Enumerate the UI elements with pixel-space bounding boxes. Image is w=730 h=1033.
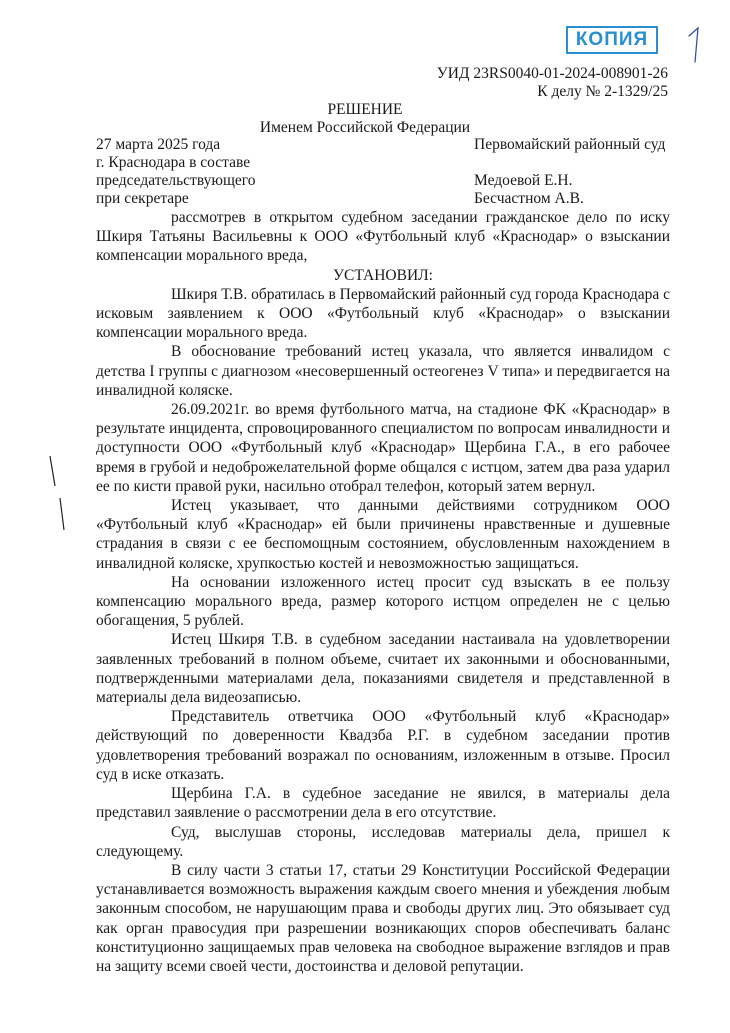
paragraph: Истец указывает, что данными действиями сотрудником ООО «Футбольный клуб «Краснодар» ей были причинены нравственные и душевные страдания в связи с ее беспомощным состоянием, обусловленным нахождением в инвалидной коляске, хрупкостью костей и невозможностью защищаться. (96, 497, 670, 572)
case-uid: УИД 23RS0040-01-2024-008901-26 (436, 65, 668, 82)
document-subtitle: Именем Российской Федерации (259, 119, 471, 136)
document-title: РЕШЕНИЕ (327, 101, 403, 118)
margin-mark-icon (48, 455, 58, 487)
paragraph: В силу части 3 статьи 17, статьи 29 Конституции Российской Федерации устанавливается возможность выражения каждым своего мнения и убеждения любым законным способом, не нарушающим права и свободы других лиц. Это обязывает суд как орган правосудия при разрешении возникающих споров обеспечивать баланс конституционно защищаемых прав человека на свободное выражение взглядов и прав на защиту всеми своей чести, достоинства и деловой репутации. (96, 861, 670, 975)
meta-court: Первомайский районный суд (474, 136, 666, 153)
paragraph: Представитель ответчика ООО «Футбольный клуб «Краснодар» действующий по доверенности Квадзба Р.Г. в судебном заседании против удовлетворения требований возражал по основаниям, изложенным в отзыве. Просил суд в иске отказать. (96, 708, 670, 783)
meta-presiding-label: председательствующего (96, 172, 256, 189)
paragraph: В обоснование требований истец указала, что является инвалидом с детства I группы с диагнозом «несовершенный остеогенез V типа» и передвигается на инвалидной коляске. (96, 343, 670, 399)
section-heading: УСТАНОВИЛ: (333, 266, 433, 284)
meta-secretary: Бесчастном А.В. (474, 190, 584, 207)
paragraph: На основании изложенного истец просит суд взыскать в ее пользу компенсацию морального вреда, размер которого истцом определен не с целью обогащения, 5 рублей. (96, 573, 670, 630)
paragraph: Шкиря Т.В. обратилась в Первомайский районный суд города Краснодара с исковым заявлением к ООО «Футбольный клуб «Краснодар» о взыскании компенсации морального вреда. (96, 285, 670, 342)
paragraph: Истец Шкиря Т.В. в судебном заседании настаивала на удовлетворении заявленных требований в полном объеме, считает их законными и обоснованными, подтвержденными материалами дела, показаниями свидетеля и представленной в материалы дела видеозаписью. (96, 631, 670, 707)
meta-date: 27 марта 2025 года (96, 136, 221, 153)
meta-city: г. Краснодара в составе (96, 154, 251, 171)
meta-judge: Медоевой Е.Н. (474, 172, 573, 189)
meta-secretary-label: при секретаре (96, 190, 189, 207)
intro-paragraph: рассмотрев в открытом судебном заседании гражданское дело по иску Шкиря Татьяны Васильевны к ООО «Футбольный клуб «Краснодар» о взыскании компенсации морального вреда, (96, 209, 670, 265)
document-body (96, 208, 670, 976)
handwritten-page-number-icon (686, 26, 706, 64)
paragraph: Щербина Г.А. в судебное заседание не явился, в материалы дела представил заявление о рассмотрении дела в его отсутствие. (96, 785, 670, 822)
paragraph: Суд, выслушав стороны, исследовав материалы дела, пришел к следующему. (96, 823, 670, 860)
copy-stamp: КОПИЯ (566, 26, 658, 54)
paragraph: 26.09.2021г. во время футбольного матча, на стадионе ФК «Краснодар» в результате инцидента, спровоцированного специалистом по вопросам инвалидности и доступности ООО «Футбольный клуб «Краснодар» Щербина Г.А., в его рабочее время в грубой и недоброжелательной форме общался с истцом, затем два раза ударил ее по кисти правой руки, насильно отобрал телефон, который затем вернул. (96, 401, 670, 495)
case-reference: К делу № 2-1329/25 (537, 83, 668, 100)
margin-mark-icon (58, 497, 68, 531)
